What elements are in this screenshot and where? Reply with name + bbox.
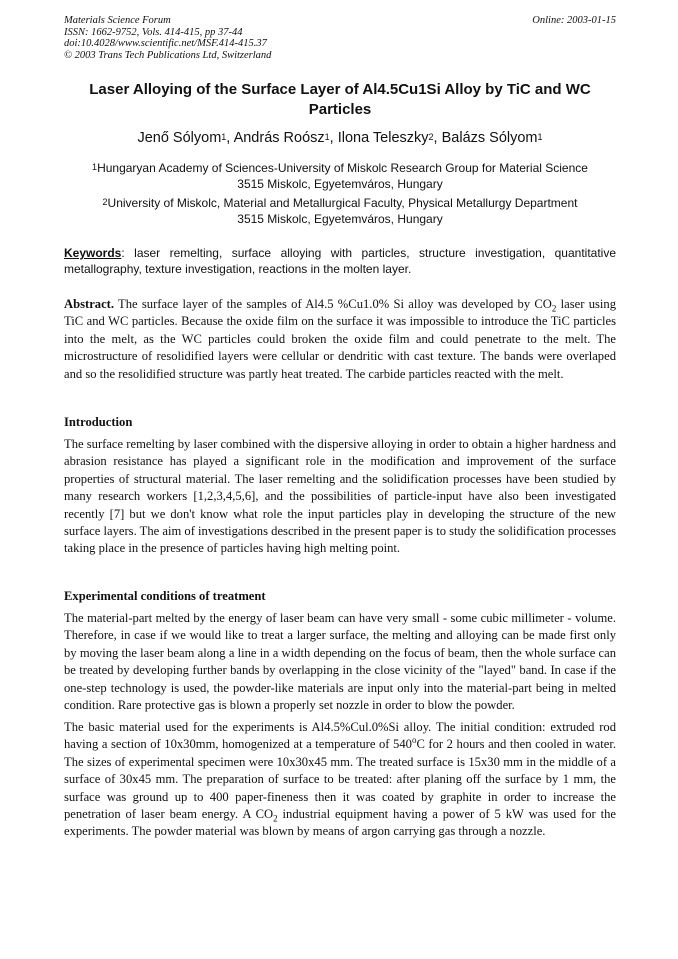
- author-name: András Roósz: [233, 130, 325, 146]
- page-header: [64, 15, 616, 61]
- author-separator: ,: [329, 130, 338, 146]
- affiliation-institution: University of Miskolc, Material and Metallurgical Faculty, Physical Metallurgy Department: [107, 196, 578, 210]
- journal-name: Materials Science Forum: [64, 15, 171, 26]
- affiliation-number: 2: [102, 197, 108, 207]
- keywords: [64, 245, 616, 277]
- affiliation-address: 3515 Miskolc, Egyetemváros, Hungary: [237, 177, 443, 191]
- affiliation-marker: 1: [324, 132, 330, 142]
- experimental-paragraph-1: The material-part melted by the energy of laser beam can have very small - some cubic millimeter - volume. Therefore, in case if we would like to treat a larger surface, the melting and alloying can be made first only by moving the laser beam along a line in a width depending on the focus of beam, then the whole surface can be treated by developing further bands by overlapping in the close vicinity of the "layed" band. In case if the one-step technology is used, the powder-like materials are input only into the material-part being in melted condition. Rare protective gas is blown a properly set nozzle in order to blow the powder.: [64, 611, 616, 713]
- paper-title: Laser Alloying of the Surface Layer of Al4.5Cu1Si Alloy by TiC and WC Particles: [89, 81, 591, 118]
- copyright-line: © 2003 Trans Tech Publications Ltd, Switzerland: [64, 49, 272, 61]
- affiliation-address: 3515 Miskolc, Egyetemváros, Hungary: [237, 212, 443, 226]
- doi-line[interactable]: doi:10.4028/www.scientific.net/MSF.414-415.37: [64, 38, 267, 49]
- author-name: Ilona Teleszky: [337, 130, 429, 146]
- author-separator: ,: [433, 130, 442, 146]
- affiliation-marker: 2: [428, 132, 434, 142]
- keywords-label: Keywords: [64, 246, 122, 260]
- issn-line: ISSN: 1662-9752, Vols. 414-415, pp 37-44: [64, 26, 243, 38]
- section-heading-experimental: Experimental conditions of treatment: [64, 589, 266, 603]
- online-date: Online: 2003-01-15: [532, 15, 616, 26]
- affiliation-institution: Hungaryan Academy of Sciences-University of Miskolc Research Group for Material Science: [97, 161, 588, 175]
- affiliation-2: [64, 195, 616, 227]
- affiliation-1: [64, 160, 616, 192]
- section-heading-introduction: Introduction: [64, 415, 133, 429]
- abstract-paragraph: Abstract. The surface layer of the samples of Al4.5 %Cu1.0% Si alloy was developed by $CO_2$ laser using TiC and WC particles. Because the oxide film on the surface it was impossible to introduce the TiC particles into the melt, as the WC particles could broken the oxide film and could penetrate to the melt. The microstructure of resolidified layers were cellular or dendritic with cast texture. The bands were overlaped and so the resolidified structure was partly heat treated. The carbide particles reacted with the melt.: [64, 297, 616, 381]
- author-name: Jenő Sólyom: [137, 130, 222, 146]
- affiliation-number: 1: [92, 162, 98, 172]
- author-separator: ,: [226, 130, 234, 146]
- keywords-text: : laser remelting, surface alloying with particles, structure investigation, quantitative metallography, texture investigation, reactions in the molten layer.: [64, 246, 616, 276]
- author-name: Balázs Sólyom: [441, 130, 538, 146]
- author-list: [64, 129, 616, 147]
- abstract-label: Abstract.: [64, 297, 115, 311]
- affiliation-marker: 1: [537, 132, 543, 142]
- introduction-paragraph: The surface remelting by laser combined with the dispersive alloying in order to obtain a higher hardness and abrasion resistance has played a significant role in the modification and improvement of the surface properties of structural material. The laser remelting and the solidification processes have been studied by many research workers [1,2,3,4,5,6], and the possibilities of particle-input have also been investigated recently [7] but we don't know what role the input particles play in developing the structure of the new surface layers. The aim of investigations described in the present paper is to study the solidification processes taking place in the presence of particles having high melting point.: [64, 437, 616, 556]
- experimental-paragraph-2: The basic material used for the experiments is Al4.5%Cul.0%Si alloy. The initial condition: extruded rod having a section of 10x30mm, homogenized at a temperature of 540$^o$C for 2 hours and then cooled in water. The sizes of experimental specimen were 10x30x45 mm. The treated surface is 15x30 mm in the middle of a surface of 30x45 mm. The preparation of surface to be treated: after planing off the surface by 1 mm, the surface was ground up to 400 paper-fineness then it was coated by graphite in order to increase the penetration of laser beam energy. A $CO_2$ industrial equipment having a power of 5 kW was used for the experiments. The powder material was blown by means of argon carrying gas through a nozzle.: [64, 720, 617, 839]
- affiliation-marker: 1: [221, 132, 227, 142]
